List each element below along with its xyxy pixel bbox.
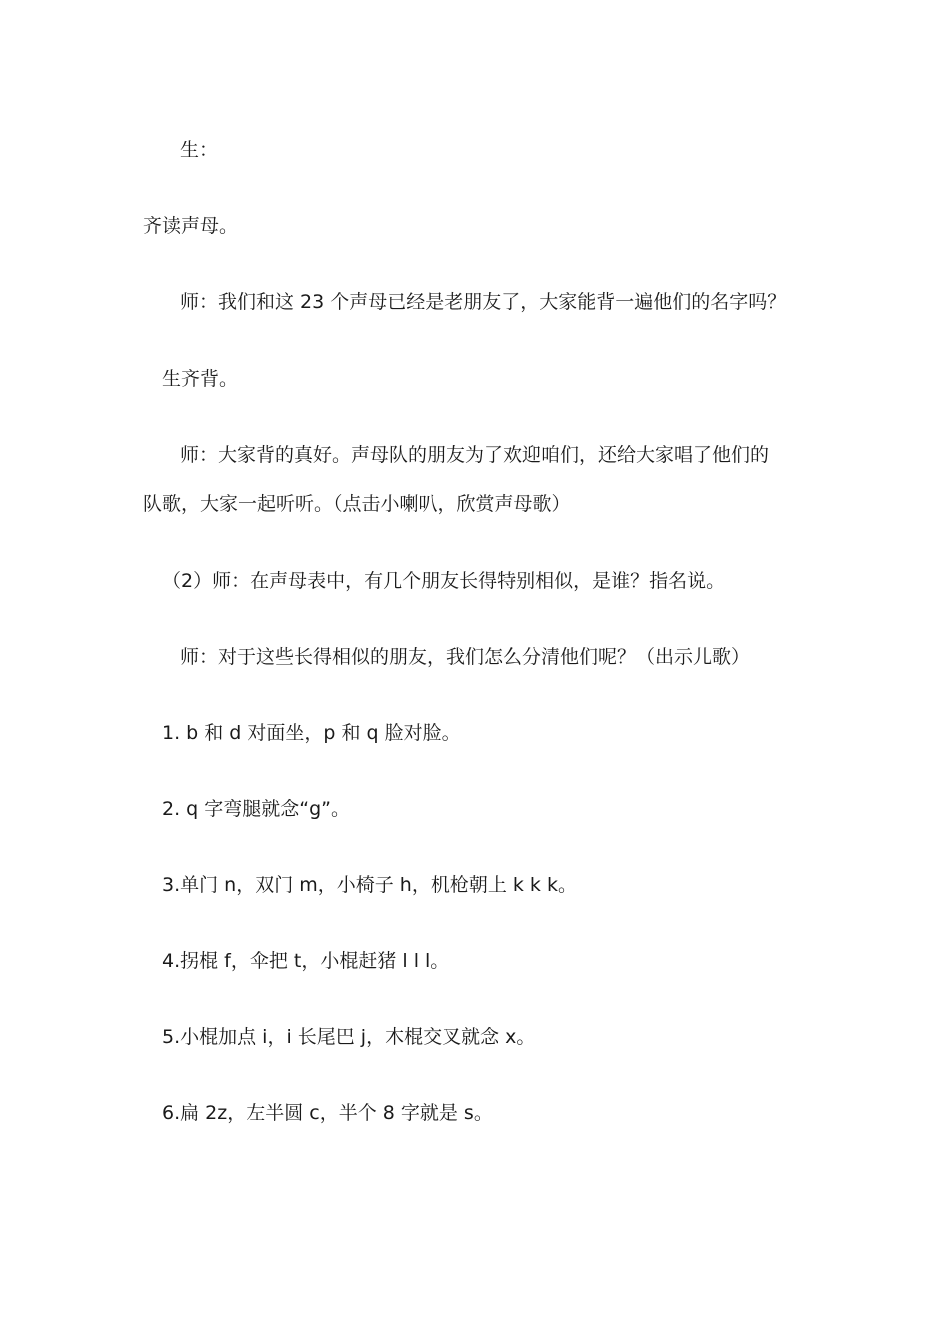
paragraph-teacher-praise: 师：大家背的真好。声母队的朋友为了欢迎咱们，还给大家唱了他们的 [180,444,770,466]
paragraph-read-together: 齐读声母。 [143,215,239,237]
rhyme-item-1: 1. b 和 d 对面坐，p 和 q 脸对脸。 [162,722,461,744]
rhyme-item-4: 4.拐棍 f，伞把 t，小棍赶猪 l l l。 [162,950,450,972]
paragraph-teacher-rhyme: 师：对于这些长得相似的朋友，我们怎么分清他们呢？（出示儿歌） [180,646,751,668]
paragraph-teacher-question: 师：我们和这 23 个声母已经是老朋友了，大家能背一遍他们的名字吗？ [180,291,787,313]
paragraph-students-recite: 生齐背。 [162,368,239,390]
rhyme-item-5: 5.小棍加点 i，i 长尾巴 j，木棍交叉就念 x。 [162,1026,536,1048]
rhyme-item-6: 6.扁 2z，左半圆 c，半个 8 字就是 s。 [162,1102,493,1124]
rhyme-item-3: 3.单门 n，双门 m，小椅子 h，机枪朝上 k k k。 [162,874,577,896]
paragraph-section-2: （2）师：在声母表中，有几个朋友长得特别相似，是谁？指名说。 [162,570,726,592]
paragraph-student-label: 生： [180,139,219,161]
rhyme-item-2: 2. q 字弯腿就念“g”。 [162,798,351,820]
paragraph-teacher-praise-cont: 队歌，大家一起听听。（点击小喇叭，欣赏声母歌） [143,493,571,515]
